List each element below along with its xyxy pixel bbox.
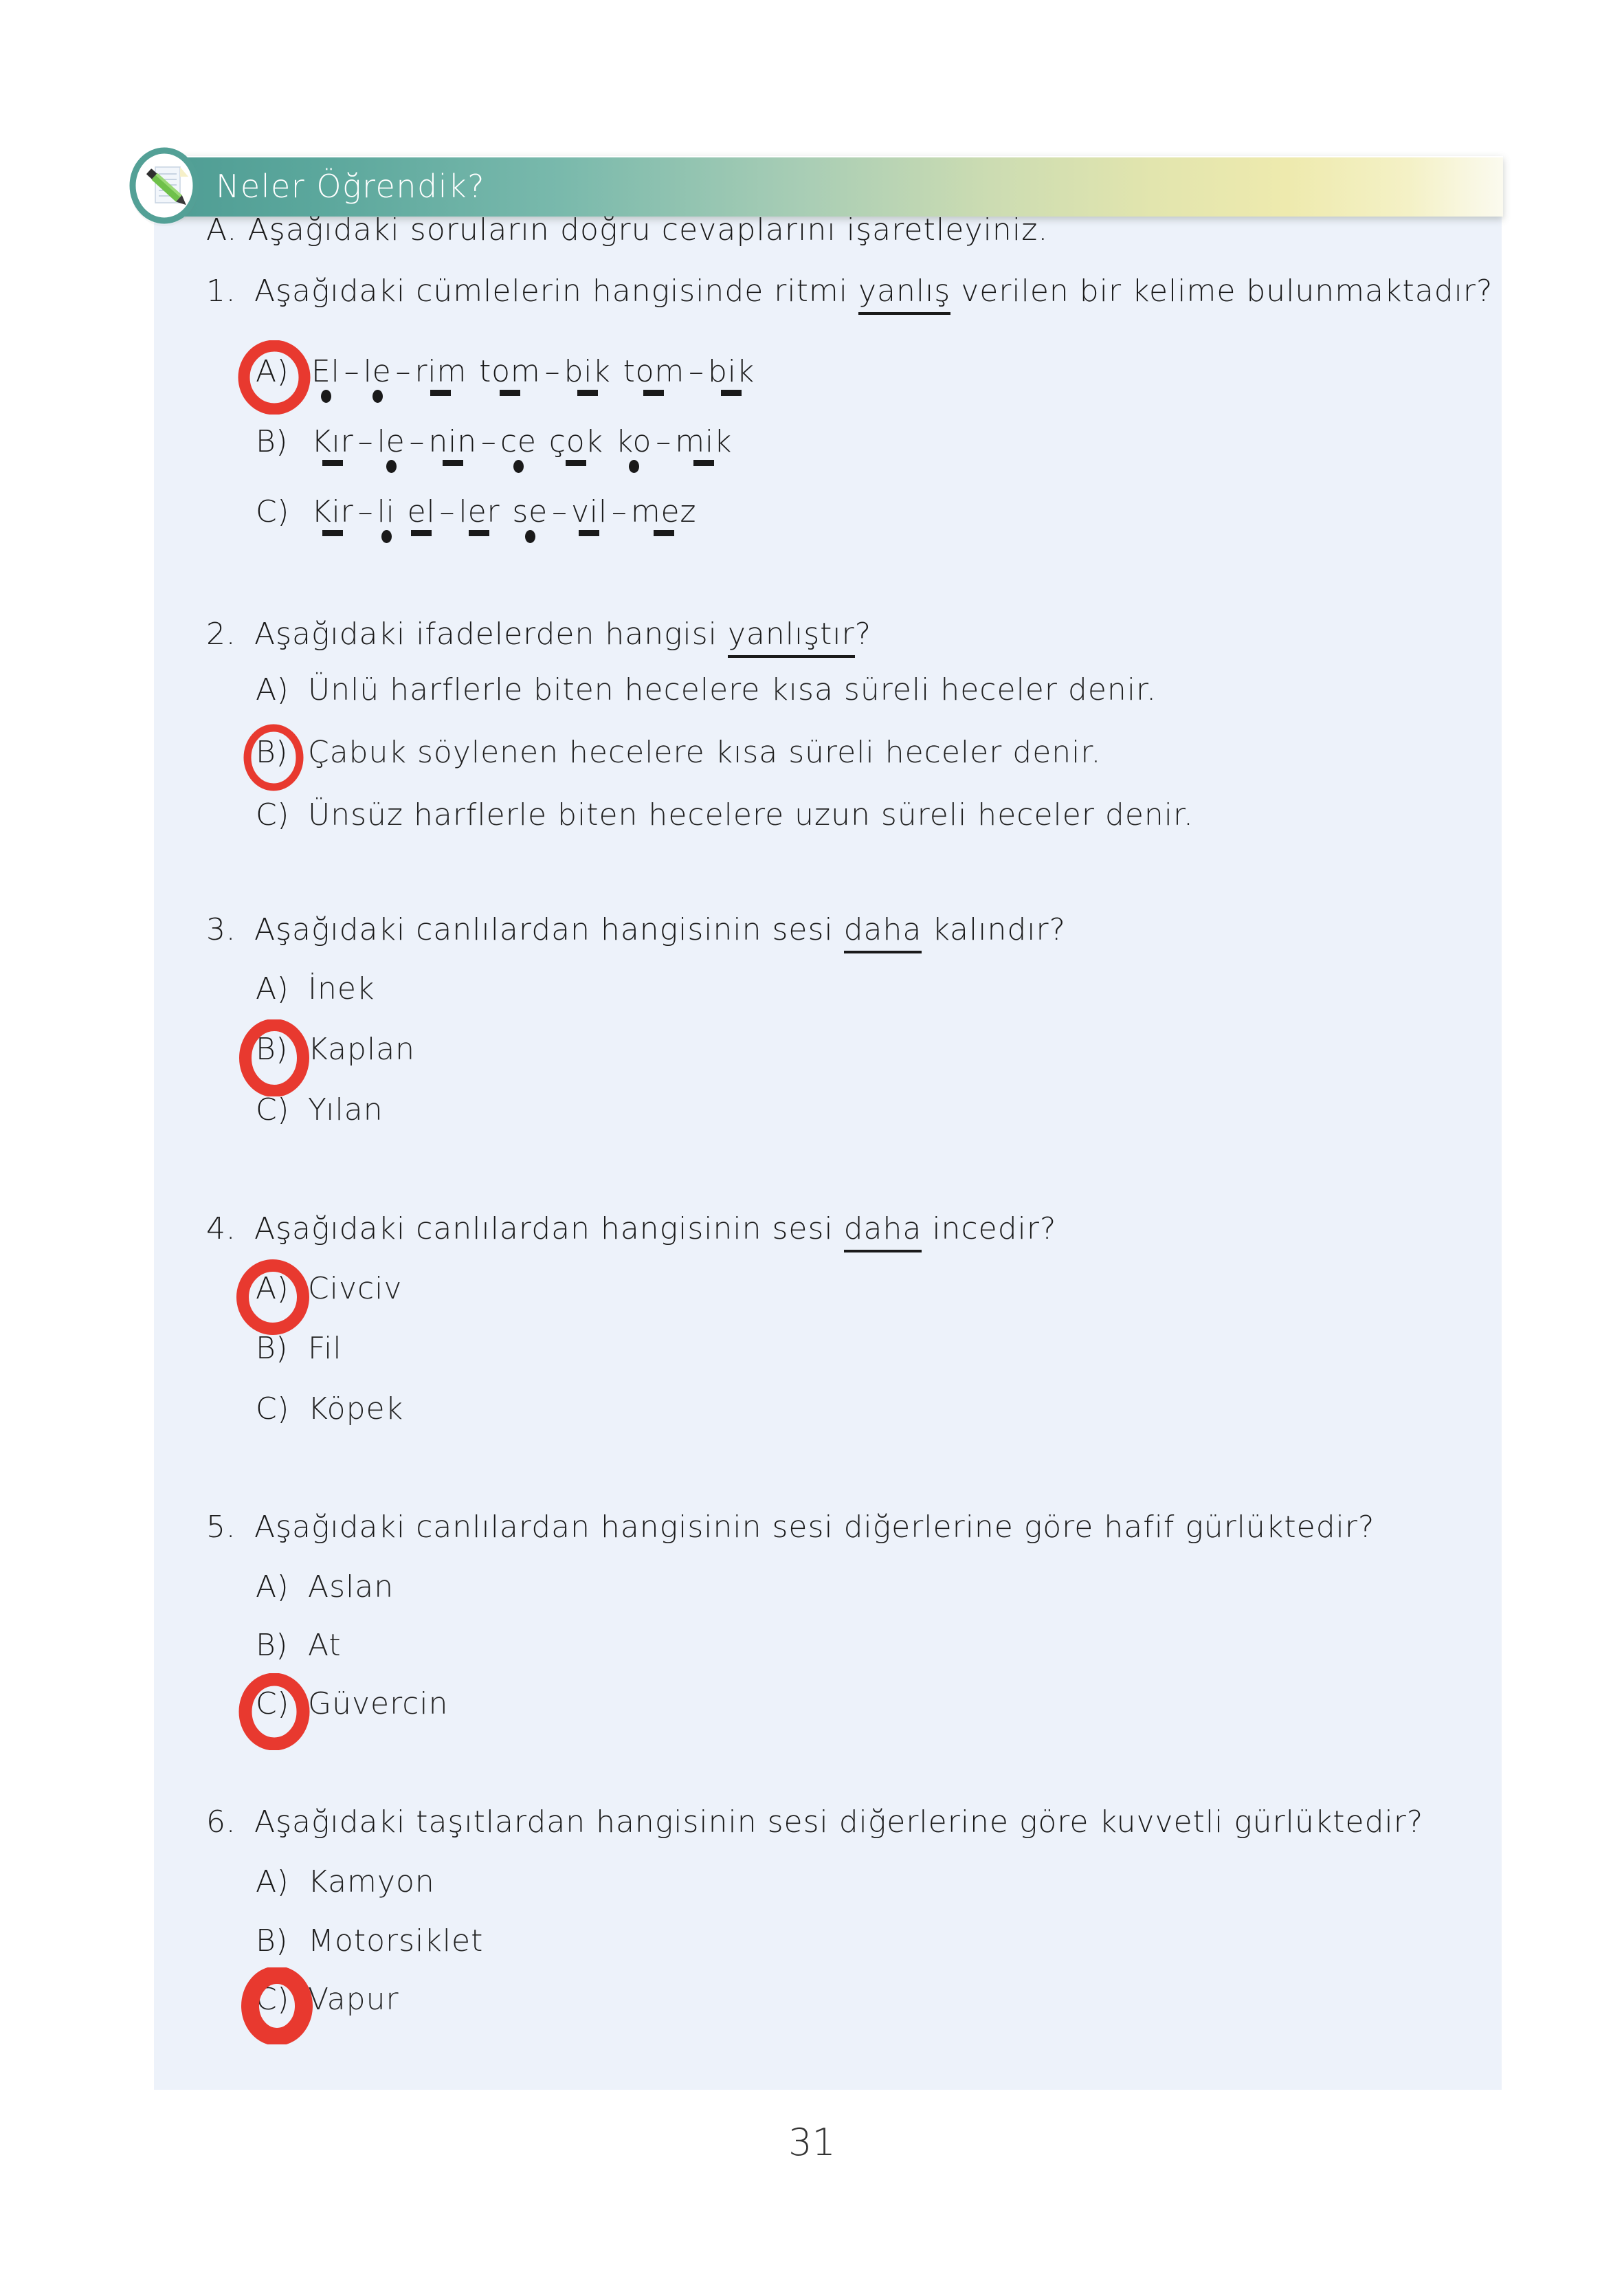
rhythm-mark-long <box>566 460 586 466</box>
syllable-text: nin <box>428 424 477 459</box>
syllable-text: çok <box>548 424 603 459</box>
question-3-option-B-text[interactable]: Kaplan <box>308 1032 416 1067</box>
syllable <box>364 354 392 389</box>
syllable <box>564 354 611 389</box>
question-5-option-B-letter[interactable]: B) <box>256 1628 288 1663</box>
question-1-number: 1. <box>206 274 236 309</box>
question-6-option-B-letter[interactable]: B) <box>256 1923 288 1958</box>
section-banner <box>154 156 1503 215</box>
syllable <box>311 354 340 389</box>
syllable-text: li <box>377 494 395 529</box>
question-1-option-B-rhythm <box>311 424 732 459</box>
question-4-option-A-text[interactable]: Civciv <box>308 1271 403 1306</box>
rhythm-mark-long <box>411 530 432 536</box>
question-3-option-A-text[interactable]: İnek <box>308 971 375 1006</box>
rhythm-mark-long <box>430 390 451 396</box>
question-2-text <box>254 617 871 652</box>
syllable <box>571 494 608 529</box>
question-2-option-B-text[interactable]: Çabuk söylenen hecelere kısa süreli heceler denir. <box>308 735 1102 770</box>
syllable <box>675 424 732 459</box>
question-6-option-A-text[interactable]: Kamyon <box>308 1864 435 1899</box>
question-4-option-C-text[interactable]: Köpek <box>308 1391 404 1426</box>
syllable-text: El <box>311 354 340 389</box>
question-3-option-B-letter[interactable]: B) <box>256 1032 288 1067</box>
rhythm-mark-long <box>643 390 664 396</box>
rhythm-mark-long <box>579 530 599 536</box>
rhythm-mark-short <box>372 390 383 403</box>
question-6-option-C-letter[interactable]: C) <box>256 1982 289 2017</box>
question-1-option-A-letter[interactable]: A) <box>256 354 289 389</box>
q2-text-after: ? <box>854 617 872 652</box>
question-1-option-C-letter[interactable]: C) <box>256 494 289 529</box>
question-2-option-C-text[interactable]: Ünsüz harflerle biten hecelere uzun süreli heceler denir. <box>308 797 1194 832</box>
question-3-option-C-letter[interactable]: C) <box>256 1092 289 1127</box>
question-2-option-A-letter[interactable]: A) <box>256 672 289 707</box>
question-5-option-C-text[interactable]: Güvercin <box>308 1686 449 1721</box>
question-1-option-C-rhythm <box>311 494 696 529</box>
question-2-option-A-text[interactable]: Ünlü harflerle biten hecelere kısa süreli heceler denir. <box>308 672 1157 707</box>
q3-text-before: Aşağıdaki canlılardan hangisinin sesi <box>254 912 844 947</box>
q2-text-before: Aşağıdaki ifadelerden hangisi <box>254 617 728 652</box>
content-panel <box>154 172 1502 2090</box>
syllable-separator: – <box>344 354 359 389</box>
syllable-text: ce <box>500 424 537 459</box>
syllable-text: Kır <box>311 424 354 459</box>
q4-text-after: incedir? <box>922 1211 1057 1246</box>
question-6-option-B-text[interactable]: Motorsiklet <box>308 1923 484 1958</box>
q3-text-after: kalındır? <box>922 912 1066 947</box>
question-1-text <box>254 274 1493 309</box>
syllable-separator: – <box>656 424 671 459</box>
syllable <box>708 354 755 389</box>
syllable-text: le <box>363 354 392 389</box>
question-5-number: 5. <box>206 1510 236 1545</box>
rhythm-mark-short <box>381 530 392 543</box>
syllable-separator: – <box>611 494 627 529</box>
syllable-separator: – <box>544 354 560 389</box>
q6-text-before: Aşağıdaki taşıtlardan hangisinin sesi diğerlerine göre kuvvetli gürlüktedir? <box>254 1804 1424 1840</box>
banner-title: Neler Öğrendik? <box>216 168 486 205</box>
question-4-number: 4. <box>206 1211 236 1246</box>
q4-underlined: daha <box>844 1211 922 1252</box>
syllable-separator: – <box>395 354 411 389</box>
syllable <box>616 424 652 459</box>
syllable-text: ler <box>458 494 500 529</box>
syllable-text: rim <box>414 354 467 389</box>
syllable-text: mik <box>675 424 733 459</box>
rhythm-mark-short <box>386 460 397 473</box>
question-3-option-C-text[interactable]: Yılan <box>308 1092 383 1127</box>
syllable-separator: – <box>480 424 496 459</box>
rhythm-mark-long <box>654 530 674 536</box>
syllable-text: le <box>377 424 405 459</box>
syllable <box>377 424 405 459</box>
q1-underlined: yanlış <box>858 274 950 315</box>
rhythm-mark-long <box>443 460 463 466</box>
question-3-text <box>254 912 1066 947</box>
q1-text-before: Aşağıdaki cümlelerin hangisinde ritmi <box>254 274 858 309</box>
syllable-text: bik <box>708 354 755 389</box>
syllable <box>408 494 436 529</box>
rhythm-mark-long <box>500 390 520 396</box>
syllable-text: bik <box>564 354 611 389</box>
question-5-option-C-letter[interactable]: C) <box>256 1686 289 1721</box>
q5-text-before: Aşağıdaki canlılardan hangisinin sesi diğerlerine göre hafif gürlüktedir? <box>254 1510 1375 1545</box>
question-2-number: 2. <box>206 617 236 652</box>
syllable <box>549 424 603 459</box>
question-4-option-A-letter[interactable]: A) <box>256 1271 289 1306</box>
question-5-text <box>254 1510 1375 1545</box>
syllable-separator: – <box>439 494 455 529</box>
rhythm-mark-long <box>469 530 489 536</box>
question-5-option-A-text[interactable]: Aslan <box>308 1569 394 1604</box>
question-4-option-C-letter[interactable]: C) <box>256 1391 289 1426</box>
syllable <box>428 424 476 459</box>
syllable <box>623 354 685 389</box>
syllable-text: vil <box>570 494 608 529</box>
syllable-text: Kir <box>311 494 354 529</box>
syllable <box>377 494 395 529</box>
syllable-text: se <box>512 494 548 529</box>
syllable-separator: – <box>689 354 704 389</box>
syllable-text: tom <box>623 354 685 389</box>
question-4-option-B-text[interactable]: Fil <box>308 1331 342 1366</box>
rhythm-mark-long <box>322 460 343 466</box>
question-4-option-B-letter[interactable]: B) <box>256 1331 288 1366</box>
rhythm-mark-short <box>629 460 639 473</box>
question-6-text <box>254 1804 1423 1840</box>
syllable-separator: – <box>409 424 425 459</box>
question-5-option-B-text[interactable]: At <box>308 1628 342 1663</box>
q2-underlined: yanlıştır <box>728 617 855 658</box>
syllable <box>311 424 354 459</box>
syllable-separator: – <box>357 424 373 459</box>
question-1-option-A-rhythm <box>311 354 755 389</box>
syllable <box>512 494 548 529</box>
question-6-option-C-text[interactable]: Vapur <box>308 1982 399 2017</box>
syllable <box>631 494 696 529</box>
syllable <box>500 424 537 459</box>
syllable-text: el <box>407 494 436 529</box>
syllable-separator: – <box>551 494 567 529</box>
syllable-text: ko <box>615 424 652 459</box>
question-6-option-A-letter[interactable]: A) <box>256 1864 289 1899</box>
q4-text-before: Aşağıdaki canlılardan hangisinin sesi <box>254 1211 844 1246</box>
syllable-text: mez <box>630 494 697 529</box>
page-number: 31 <box>788 2121 836 2164</box>
question-3-option-A-letter[interactable]: A) <box>256 971 289 1006</box>
question-5-option-A-letter[interactable]: A) <box>256 1569 289 1604</box>
instruction-a: A. Aşağıdaki soruların doğru cevaplarını işaretleyiniz. <box>206 212 1049 247</box>
rhythm-mark-long <box>721 390 742 396</box>
syllable <box>311 494 354 529</box>
q3-underlined: daha <box>844 912 922 953</box>
question-1-option-B-letter[interactable]: B) <box>256 424 288 459</box>
question-4-text <box>254 1211 1056 1246</box>
rhythm-mark-long <box>322 530 343 536</box>
syllable-separator: – <box>357 494 373 529</box>
rhythm-mark-long <box>577 390 598 396</box>
question-2-option-C-letter[interactable]: C) <box>256 797 289 832</box>
q1-text-after: verilen bir kelime bulunmaktadır? <box>950 274 1493 309</box>
syllable-text: tom <box>479 354 541 389</box>
rhythm-mark-short <box>321 390 331 403</box>
syllable <box>415 354 467 389</box>
question-6-number: 6. <box>206 1804 236 1840</box>
question-2-option-B-letter[interactable]: B) <box>256 735 288 770</box>
question-3-number: 3. <box>206 912 236 947</box>
syllable <box>479 354 540 389</box>
rhythm-mark-long <box>693 460 714 466</box>
notebook-pencil-icon <box>122 144 206 228</box>
syllable <box>459 494 500 529</box>
